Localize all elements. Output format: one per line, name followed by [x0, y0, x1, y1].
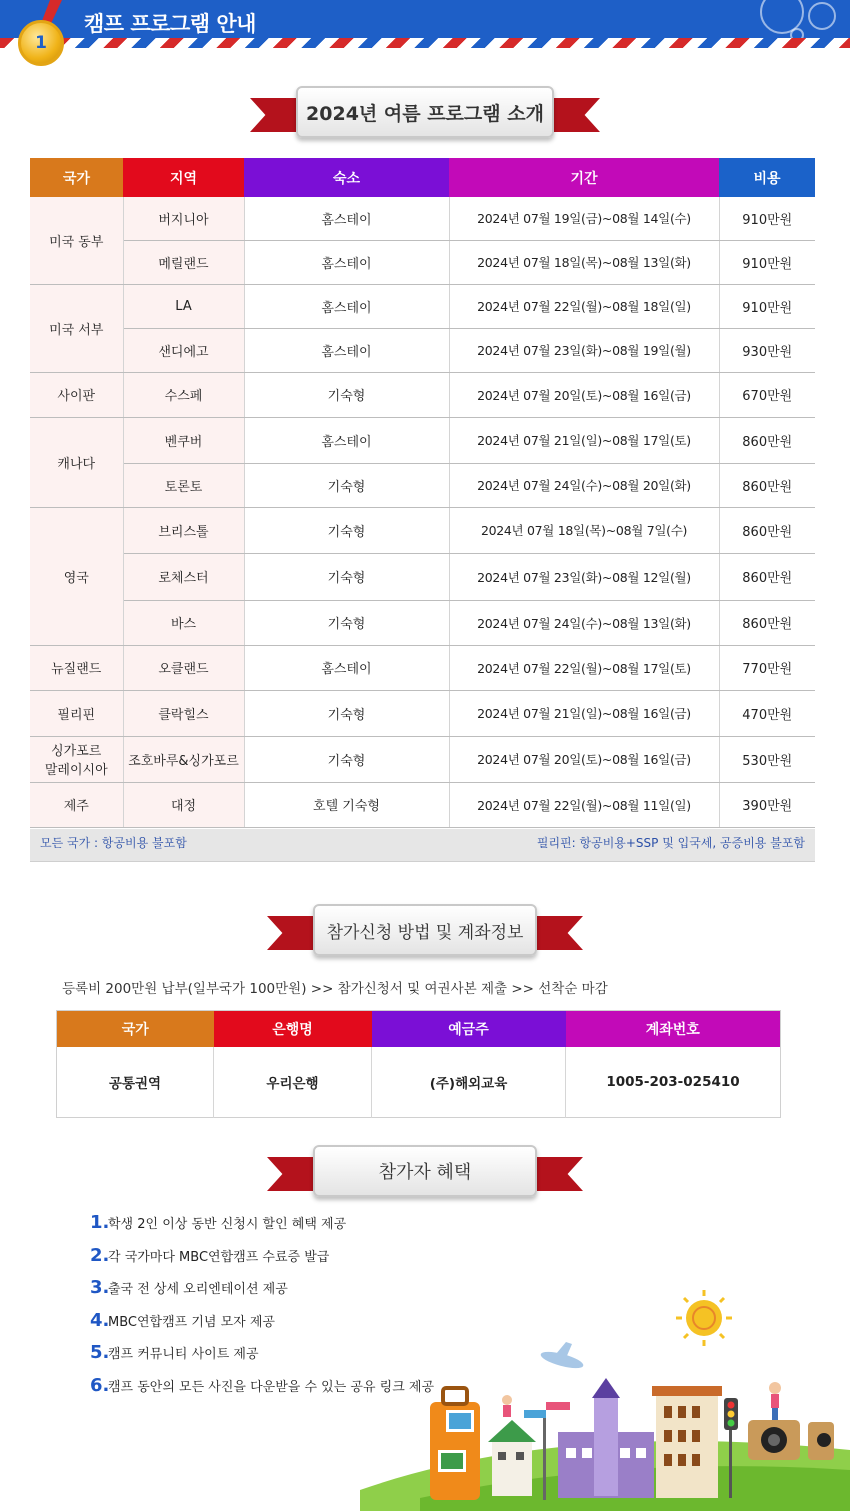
airplane-icon [539, 1342, 585, 1371]
bank-header-account: 계좌번호 [566, 1011, 781, 1047]
page-title: 캠프 프로그램 안내 [84, 12, 256, 36]
medal-number: 1 [35, 33, 47, 53]
airmail-stripe [0, 38, 850, 48]
cell-cost: 860만원 [719, 507, 815, 553]
cell-lodging: 호텔 기숙형 [244, 782, 449, 827]
bank-table [56, 1010, 781, 1118]
program-heading: 2024년 여름 프로그램 소개 [296, 86, 554, 138]
cell-cost: 860만원 [719, 600, 815, 645]
program-heading-ribbon [250, 86, 600, 146]
table-row [30, 736, 815, 782]
benefit-number: 2. [90, 1244, 110, 1266]
table-row [30, 372, 815, 417]
column-header-period: 기간 [449, 158, 719, 197]
bank-cell-bank: 우리은행 [214, 1047, 372, 1118]
suitcase-icon [430, 1388, 480, 1500]
cell-lodging: 기숙형 [244, 372, 449, 417]
registration-heading-ribbon [267, 904, 583, 964]
cell-cost: 670만원 [719, 372, 815, 417]
cell-lodging: 홈스테이 [244, 645, 449, 690]
table-row [30, 197, 815, 240]
cell-lodging: 홈스테이 [244, 328, 449, 372]
table-row [30, 645, 815, 690]
kid-icon [769, 1382, 781, 1420]
cell-cost: 470만원 [719, 690, 815, 736]
cell-cost: 930만원 [719, 328, 815, 372]
cell-cost: 860만원 [719, 463, 815, 507]
benefit-number: 6. [90, 1374, 110, 1396]
cell-region: 토론토 [123, 463, 244, 507]
benefit-text: 캠프 커뮤니티 사이트 제공 [108, 1347, 259, 1362]
camera-icon [748, 1420, 834, 1460]
cell-period: 2024년 07월 22일(월)~08월 11일(일) [449, 782, 719, 827]
cell-period: 2024년 07월 24일(수)~08월 20일(화) [449, 463, 719, 507]
program-table-header [30, 158, 815, 197]
sun-icon [676, 1290, 732, 1346]
cell-region: 오클랜드 [123, 645, 244, 690]
cell-lodging: 기숙형 [244, 553, 449, 600]
bank-cell-country: 공통권역 [57, 1047, 214, 1118]
cell-period: 2024년 07월 23일(화)~08월 19일(월) [449, 328, 719, 372]
bank-row [57, 1047, 781, 1118]
cell-region: 수스페 [123, 372, 244, 417]
benefit-item [90, 1212, 434, 1245]
registration-heading: 참가신청 방법 및 계좌정보 [313, 904, 537, 956]
cell-country: 미국 서부 [30, 284, 123, 372]
cell-lodging: 홈스테이 [244, 240, 449, 284]
bank-header-holder: 예금주 [372, 1011, 566, 1047]
program-table [30, 158, 815, 828]
cell-country: 필리핀 [30, 690, 123, 736]
column-header-country: 국가 [30, 158, 123, 197]
note-right: 필리핀: 항공비용+SSP 및 입국세, 공증비용 불포함 [536, 836, 805, 850]
cell-period: 2024년 07월 20일(토)~08월 16일(금) [449, 372, 719, 417]
bank-header-bank: 은행명 [214, 1011, 372, 1047]
cell-region: 벤쿠버 [123, 417, 244, 463]
benefit-text: 각 국가마다 MBC연합캠프 수료증 발급 [108, 1249, 330, 1265]
table-row [30, 240, 815, 284]
bank-header-country: 국가 [57, 1011, 214, 1047]
medal-icon [18, 20, 64, 66]
cell-country: 제주 [30, 782, 123, 827]
registration-steps: 등록비 200만원 납부(일부국가 100만원) >> 참가신청서 및 여권사본 제출 >> 선착순 마감 [62, 981, 608, 997]
cell-period: 2024년 07월 23일(화)~08월 12일(월) [449, 553, 719, 600]
benefit-text: 캠프 동안의 모든 사진을 다운받을 수 있는 공유 링크 제공 [108, 1379, 435, 1395]
cell-lodging: 기숙형 [244, 507, 449, 553]
benefit-number: 4. [90, 1309, 110, 1331]
bank-cell-holder: (주)해외교육 [372, 1047, 566, 1118]
cell-period: 2024년 07월 19일(금)~08월 14일(수) [449, 197, 719, 240]
table-row [30, 553, 815, 600]
cell-period: 2024년 07월 21일(일)~08월 16일(금) [449, 690, 719, 736]
benefit-number: 3. [90, 1277, 110, 1298]
cell-region: 대정 [123, 782, 244, 827]
table-row [30, 507, 815, 553]
cell-region: 로체스터 [123, 553, 244, 600]
bank-cell-account: 1005-203-025410 [606, 1073, 740, 1090]
cell-cost: 770만원 [719, 645, 815, 690]
cell-cost: 910만원 [719, 240, 815, 284]
benefit-item [90, 1245, 434, 1278]
cell-region: 바스 [123, 600, 244, 645]
cell-cost: 910만원 [719, 197, 815, 240]
cell-period: 2024년 07월 18일(목)~08월 7일(수) [449, 507, 719, 553]
table-row [30, 417, 815, 463]
table-row [30, 782, 815, 827]
cell-period: 2024년 07월 18일(목)~08월 13일(화) [449, 240, 719, 284]
page-header [0, 0, 850, 48]
cell-period: 2024년 07월 22일(월)~08월 18일(일) [449, 284, 719, 328]
benefits-heading: 참가자 혜택 [313, 1145, 537, 1197]
cell-lodging: 기숙형 [244, 690, 449, 736]
cell-region: 버지니아 [123, 197, 244, 240]
benefit-text: 학생 2인 이상 동반 신청시 할인 혜택 제공 [108, 1217, 347, 1232]
cell-period: 2024년 07월 20일(토)~08월 16일(금) [449, 736, 719, 782]
decor-bubble [808, 2, 836, 30]
cell-region: 조호바루&싱가포르 [123, 736, 244, 782]
column-header-cost: 비용 [719, 158, 815, 197]
column-header-lodging: 숙소 [244, 158, 449, 197]
benefit-number: 1. [90, 1212, 110, 1233]
table-row [30, 690, 815, 736]
cell-lodging: 기숙형 [244, 600, 449, 645]
cell-country: 싱가포르 말레이시아 [30, 736, 123, 782]
small-house-icon [488, 1420, 536, 1496]
cell-country: 영국 [30, 507, 123, 645]
benefit-number: 5. [90, 1342, 110, 1363]
cell-country: 캐나다 [30, 417, 123, 507]
cell-period: 2024년 07월 21일(일)~08월 17일(토) [449, 417, 719, 463]
cell-lodging: 기숙형 [244, 736, 449, 782]
column-header-region: 지역 [123, 158, 244, 197]
program-table-body [30, 197, 815, 827]
cell-country: 미국 동부 [30, 197, 123, 284]
cell-country: 사이판 [30, 372, 123, 417]
brown-building-icon [652, 1386, 722, 1498]
cell-lodging: 홈스테이 [244, 284, 449, 328]
table-row [30, 600, 815, 645]
table-note [30, 829, 815, 862]
benefit-text: MBC연합캠프 기념 모자 제공 [108, 1314, 275, 1330]
benefits-heading-ribbon [267, 1145, 583, 1205]
cell-cost: 860만원 [719, 553, 815, 600]
cell-cost: 860만원 [719, 417, 815, 463]
table-row [30, 463, 815, 507]
table-row [30, 328, 815, 372]
cell-country: 뉴질랜드 [30, 645, 123, 690]
cell-region: 메릴랜드 [123, 240, 244, 284]
bank-table-header [57, 1011, 781, 1047]
note-left: 모든 국가 : 항공비용 불포함 [40, 836, 187, 850]
cell-period: 2024년 07월 22일(월)~08월 17일(토) [449, 645, 719, 690]
cell-region: 클락힐스 [123, 690, 244, 736]
cell-region: 브리스톨 [123, 507, 244, 553]
table-row [30, 284, 815, 328]
cell-cost: 530만원 [719, 736, 815, 782]
cell-lodging: 홈스테이 [244, 197, 449, 240]
kid-icon [502, 1395, 512, 1417]
cell-cost: 910만원 [719, 284, 815, 328]
cell-lodging: 기숙형 [244, 463, 449, 507]
cell-period: 2024년 07월 24일(수)~08월 13일(화) [449, 600, 719, 645]
cell-cost: 390만원 [719, 782, 815, 827]
cell-region: 샌디에고 [123, 328, 244, 372]
benefit-text: 출국 전 상세 오리엔테이션 제공 [108, 1282, 288, 1297]
cell-region: LA [123, 284, 244, 328]
cell-lodging: 홈스테이 [244, 417, 449, 463]
castle-icon [558, 1378, 654, 1498]
town-illustration [0, 1280, 850, 1511]
